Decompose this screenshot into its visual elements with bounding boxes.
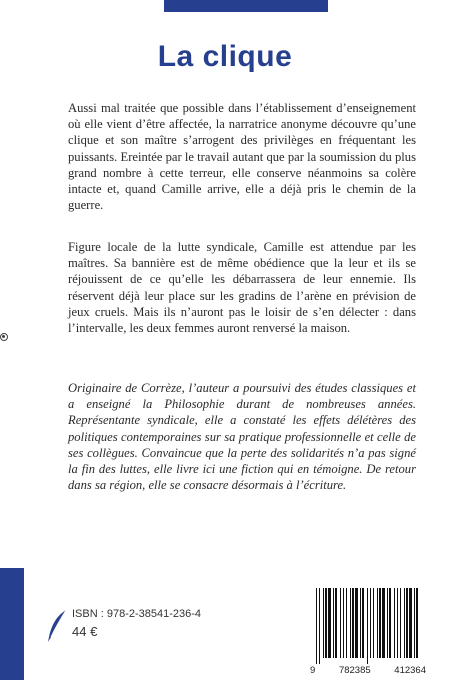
price: 44 € (72, 624, 98, 639)
barcode-digit-lead: 9 (310, 665, 316, 676)
summary-paragraph-2: Figure locale de la lutte syndicale, Camille est attendue par les maîtres. Sa bannière est de même obédience que la leur et ils se réjouissent de ce qu’elle les débarrassera de leur ennemie. Ils réservent déjà leur place sur les gradins de l’arène en prévision de jeux cruels. Mais ils n’auront pas le loisir de s’en délecter : dans l’intervalle, les deux femmes auront renversé la maison. (68, 240, 416, 336)
barcode-bar (373, 588, 374, 658)
barcode-bar (316, 588, 317, 664)
barcode-bar (379, 588, 381, 658)
barcode (314, 588, 422, 664)
author-bio: Originaire de Corrèze, l’auteur a poursuivi des études classiques et a enseigné la Philosophie durant de nombreuses années. Représentante syndicale, elle a constaté les effets délétères des politiques contemporaines sur sa pratique professionnelle et celle de ses collègues. Convaincue que la perte des solidarités n’a pas signé la fin des luttes, elle livre ici une fiction qui en témoigne. De retour dans sa région, elle se consacre désormais à l’écriture. (68, 381, 416, 493)
barcode-bar (377, 588, 378, 658)
barcode-bar (328, 588, 331, 658)
barcode-bar (350, 588, 351, 658)
spine-marker-icon (0, 333, 8, 341)
barcode-bar (325, 588, 327, 658)
barcode-bar (397, 588, 398, 658)
barcode-bar (400, 588, 401, 658)
barcode-bar (319, 588, 320, 664)
barcode-bar (414, 588, 415, 658)
barcode-digits-group-1: 782385 (338, 665, 371, 676)
barcode-bar (360, 588, 361, 658)
barcode-bar (382, 588, 385, 658)
barcode-bar (387, 588, 388, 658)
barcode-bar (346, 588, 347, 658)
summary-paragraph-1: Aussi mal traitée que possible dans l’établissement d’enseignement où elle vient d’être affectée, la narratrice anonyme découvre qu’une clique et son maître s’arrogent des privilèges en fréquentant les puissants. Ereintée par le travail autant que par la soumission du plus grand nombre à cette terreur, elle conserve néanmoins sa colère intacte et, quand Camille arrive, elle a déjà pris le chemin de la guerre. (68, 101, 416, 213)
barcode-bar (404, 588, 405, 658)
barcode-bar (370, 588, 371, 658)
left-color-band (0, 568, 24, 680)
barcode-bar (340, 588, 341, 658)
barcode-bar (409, 588, 412, 658)
barcode-bar (335, 588, 337, 658)
barcode-bar (362, 588, 364, 658)
quill-icon (46, 609, 68, 643)
barcode-bar (355, 588, 358, 658)
isbn-number: ISBN : 978-2-38541-236-4 (72, 608, 202, 620)
book-title: La clique (157, 40, 293, 73)
barcode-bar (323, 588, 324, 658)
barcode-bar (343, 588, 344, 658)
barcode-bar (406, 588, 408, 658)
barcode-bar (333, 588, 334, 658)
barcode-bar (389, 588, 391, 658)
barcode-bar (394, 588, 395, 658)
top-color-band (164, 0, 328, 12)
barcode-bar (352, 588, 354, 658)
barcode-bar (416, 588, 418, 658)
barcode-digits (310, 665, 426, 676)
barcode-digits-group-2: 412364 (394, 665, 426, 676)
barcode-bar (367, 588, 368, 664)
